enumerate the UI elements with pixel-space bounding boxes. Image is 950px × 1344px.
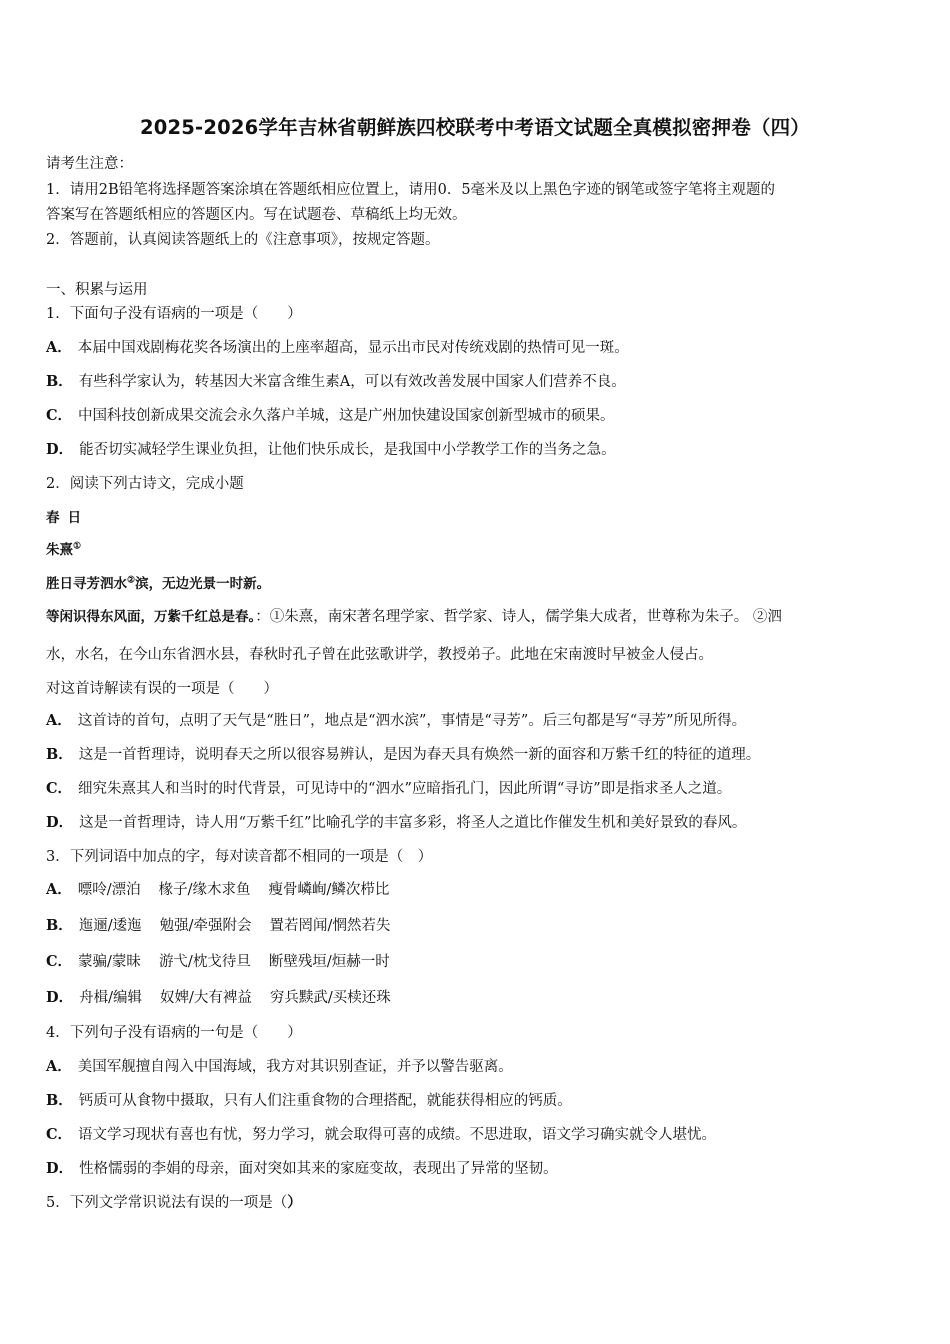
option-label: B．	[46, 373, 73, 390]
option-text: 语文学习现状有喜也有忧，努力学习，就会取得可喜的成绩。不思进取，语文学习确实就令人堪忧。	[78, 1127, 717, 1143]
footnote-marker: ②	[127, 575, 136, 586]
question-4-option-a	[46, 1055, 916, 1076]
footnote-marker: ①	[73, 541, 82, 552]
option-text: 能否切实减轻学生课业负担，让他们快乐成长，是我国中小学教学工作的当务之急。	[79, 442, 616, 458]
section-heading: 一、积累与运用	[46, 282, 148, 298]
question-1-option-a	[46, 336, 916, 357]
word-pair-3: 断壁残垣/烜赫一时	[268, 954, 390, 970]
question-1-option-b	[46, 370, 916, 391]
word-pair-3: 穷兵黩武/买椟还珠	[269, 990, 391, 1006]
notice-heading: 请考生注意：	[46, 156, 133, 172]
option-text: 有些科学家认为，转基因大米富含维生素A，可以有效改善发展中国家人们营养不良。	[78, 374, 626, 390]
poem-line-2-with-notes	[46, 605, 916, 626]
question-4-stem: 4．下列句子没有语病的一句是（ ）	[46, 1025, 302, 1041]
question-3-option-c	[46, 950, 916, 971]
poem-author-name: 朱熹	[46, 542, 73, 558]
poem-line-1-part-b: 滨，无边光景一时新。	[135, 576, 271, 592]
option-label: A．	[46, 712, 72, 729]
question-3-option-d	[46, 986, 916, 1007]
question-2-option-b	[46, 743, 916, 764]
poem-author	[46, 538, 916, 558]
question-3-option-a	[46, 878, 916, 899]
question-4-option-b	[46, 1089, 916, 1110]
option-label: D．	[46, 441, 74, 458]
notice-item-1-line-2: 答案写在答题纸相应的答题区内。写在试题卷、草稿纸上均无效。	[46, 207, 467, 223]
option-text: 细究朱熹其人和当时的时代背景，可见诗中的“泗水”应暗指孔门，因此所谓“寻访”即是指求圣人之道。	[78, 781, 732, 797]
notice-item-1-line-1: 1．请用2B铅笔将选择题答案涂填在答题纸相应位置上，请用0．5毫米及以上黑色字迹的钢笔或签字笔将主观题的	[46, 182, 776, 198]
question-4-option-d	[46, 1157, 916, 1178]
word-pair-1: 蒙骗/蒙昧	[78, 954, 141, 970]
question-2-sub-stem: 对这首诗解读有误的一项是（ ）	[46, 681, 278, 697]
option-text: 这是一首哲理诗，说明春天之所以很容易辨认，是因为春天具有焕然一新的面容和万紫千红的特征的道理。	[78, 747, 761, 763]
option-text: 这是一首哲理诗，诗人用“万紫千红”比喻孔学的丰富多彩，将圣人之道比作催发生机和美好景致的春风。	[79, 815, 747, 831]
question-5-stem-text: 5．下列文学常识说法有误的一项是（	[46, 1195, 288, 1211]
option-label: B．	[46, 1092, 73, 1109]
question-1-option-d	[46, 438, 916, 459]
question-1-option-c	[46, 404, 916, 425]
option-text: 这首诗的首句，点明了天气是“胜日”，地点是“泗水滨”，事情是“寻芳”。后三句都是写“寻芳”所见所得。	[77, 713, 747, 729]
option-label: B．	[46, 917, 73, 934]
notes-line-2: 水，水名，在今山东省泗水县，春秋时孔子曾在此弦歌讲学，教授弟子。此地在宋南渡时早被金人侵占。	[46, 647, 713, 663]
question-1-stem: 1．下面句子没有语病的一项是（ ）	[46, 306, 302, 322]
poem-line-1	[46, 572, 916, 592]
option-label: A．	[46, 1058, 72, 1075]
option-label: D．	[46, 989, 74, 1006]
word-pair-2: 奴婢/大有裨益	[159, 990, 252, 1006]
word-pair-1: 舟楫/编辑	[79, 990, 142, 1006]
word-pair-2: 椽子/缘木求鱼	[158, 882, 251, 898]
option-label: C．	[46, 407, 73, 424]
question-2-option-c	[46, 777, 916, 798]
option-text: 钙质可从食物中摄取，只有人们注重食物的合理搭配，就能获得相应的钙质。	[78, 1093, 572, 1109]
option-label: C．	[46, 953, 73, 970]
option-label: A．	[46, 339, 72, 356]
page-title: 2025-2026学年吉林省朝鲜族四校联考中考语文试题全真模拟密押卷（四）	[139, 116, 811, 139]
poem-title: 春 日	[46, 510, 82, 526]
poem-line-2: 等闲识得东风面，万紫千红总是春。	[46, 609, 256, 625]
option-label: D．	[46, 814, 74, 831]
word-pair-2: 勉强/牵强附会	[159, 918, 252, 934]
option-text: 本届中国戏剧梅花奖各场演出的上座率超高，显示出市民对传统戏剧的热情可见一斑。	[77, 340, 629, 356]
question-3-stem: 3．下列词语中加点的字，每对读音都不相同的一项是（ ）	[46, 849, 433, 865]
word-pair-1: 迤逦/逶迤	[78, 918, 142, 934]
option-text: 美国军舰擅自闯入中国海域，我方对其识别查证，并予以警告驱离。	[77, 1059, 513, 1075]
question-4-option-c	[46, 1123, 916, 1144]
notes-line-1: ：①朱熹，南宋著名理学家、哲学家、诗人，儒学集大成者，世尊称为朱子。 ②泗	[255, 609, 782, 625]
word-pair-1: 嘌呤/漂泊	[77, 882, 141, 898]
question-2-option-d	[46, 811, 916, 832]
poem-line-1-part-a: 胜日寻芳泗水	[46, 576, 127, 592]
question-5-stem	[46, 1191, 916, 1212]
option-label: B．	[46, 746, 73, 763]
option-label: D．	[46, 1160, 74, 1177]
word-pair-2: 游弋/枕戈待旦	[158, 954, 251, 970]
question-2-stem: 2．阅读下列古诗文，完成小题	[46, 476, 244, 492]
option-label: C．	[46, 1126, 73, 1143]
notice-item-2: 2．答题前，认真阅读答题纸上的《注意事项》，按规定答题。	[46, 232, 440, 248]
option-text: 性格懦弱的李娟的母亲，面对突如其来的家庭变故，表现出了异常的坚韧。	[79, 1161, 558, 1177]
word-pair-3: 瘦骨嶙峋/鳞次栉比	[268, 882, 390, 898]
word-pair-3: 置若罔闻/惘然若失	[269, 918, 391, 934]
question-5-stem-end: ）	[287, 1194, 302, 1211]
option-label: A．	[46, 881, 72, 898]
question-3-option-b	[46, 914, 916, 935]
option-label: C．	[46, 780, 73, 797]
option-text: 中国科技创新成果交流会永久落户羊城，这是广州加快建设国家创新型城市的硕果。	[78, 408, 615, 424]
question-2-option-a	[46, 709, 916, 730]
